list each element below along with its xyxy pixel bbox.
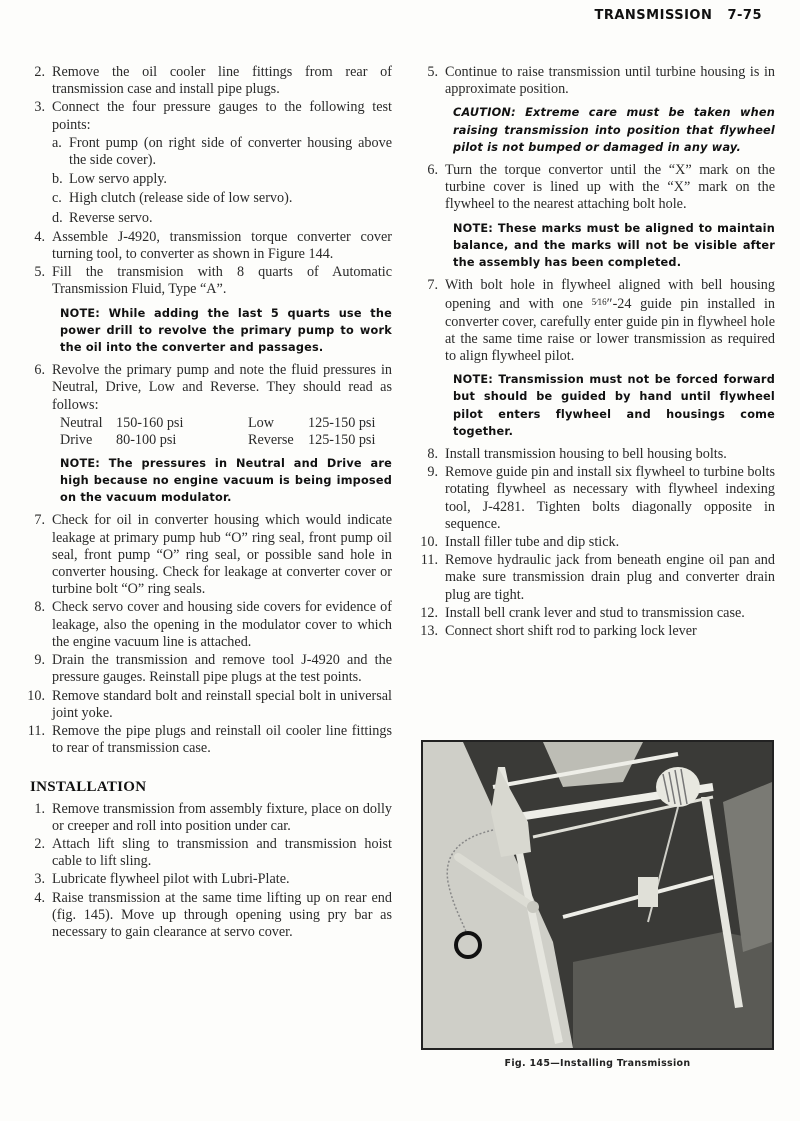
pressure-low: [248, 415, 390, 432]
sub-letter: d.: [52, 209, 63, 226]
install-step-8: [423, 446, 775, 463]
step-text: Remove guide pin and install six flywheel to turbine bolts rotating flywheel as necessary with flywheel indexing tool, J-4281. Tighten bolts diagonally opposite in sequence.: [445, 464, 775, 532]
step-4: [30, 229, 392, 263]
step-text: Connect the four pressure gauges to the following test points:: [52, 99, 392, 133]
fraction: 5⁄16: [591, 297, 607, 308]
pressure-reverse: [248, 432, 390, 449]
pressure-drive: [60, 432, 248, 449]
install-step-10: [420, 534, 775, 551]
right-column: [420, 64, 775, 641]
step-9: [30, 652, 392, 686]
left-column: [27, 64, 392, 942]
step-number: 12.: [420, 604, 438, 621]
sub-text: Reverse servo.: [69, 209, 153, 226]
step-text: Install bell crank lever and stud to transmission case.: [445, 604, 745, 621]
step-10: [27, 687, 392, 722]
install-step-12: [420, 604, 775, 622]
step-3: [30, 99, 392, 133]
step-text: [445, 277, 775, 365]
step-number: 13.: [420, 623, 438, 640]
step-text: Check servo cover and housing side covers for evidence of leakage, also the opening in the modulator cover to which the engine vacuum line is attached.: [52, 599, 392, 650]
step-number: 4.: [34, 228, 45, 245]
install-step-2: [30, 836, 392, 870]
header-page-number: 7-75: [727, 8, 762, 23]
sub-text: Low servo apply.: [69, 171, 167, 188]
step-number: 3.: [34, 99, 45, 116]
step-text: Lubricate flywheel pilot with Lubri-Plate.: [52, 871, 290, 888]
step-text: Attach lift sling to transmission and transmission hoist cable to lift sling.: [52, 835, 392, 870]
sub-letter: c.: [52, 190, 62, 207]
step-11: [27, 722, 392, 757]
step-number: 1.: [34, 800, 45, 817]
install-step-4: [30, 890, 392, 942]
step-number: 7.: [34, 512, 45, 529]
step-text: Remove the oil cooler line fittings from rear of transmission case and install pipe plugs.: [52, 64, 392, 98]
step-number: 11.: [420, 552, 438, 569]
header-section: TRANSMISSION: [594, 8, 713, 23]
step-text-part: ″-24 guide pin installed in converter cover, carefully enter guide pin in flywheel hole at the same time raise or lower transmission as required to align flywheel pilot.: [445, 296, 775, 365]
pressure-label: Reverse: [248, 431, 294, 448]
step-number: 9.: [427, 464, 438, 481]
install-step-5: [423, 64, 775, 98]
test-point-b: [52, 171, 392, 188]
note-fill-quarts: NOTE: While adding the last 5 quarts use the power drill to revolve the primary pump to work the oil into the converter and passages.: [60, 306, 392, 355]
step-6: [30, 362, 392, 414]
caution-flywheel-pilot: CAUTION: Extreme care must be taken when raising transmission into position that flywheel pilot is not bumped or damaged in any way.: [453, 106, 775, 154]
install-step-7: [423, 277, 775, 365]
pressure-label: Low: [248, 414, 275, 431]
step-number: 6.: [427, 162, 438, 179]
step-text-part: With bolt hole in flywheel aligned with bell housing opening and with one: [445, 277, 775, 313]
step-text: Revolve the primary pump and note the fluid pressures in Neutral, Drive, Low and Reverse. They should read as follows:: [52, 362, 392, 413]
step-number: 3.: [34, 871, 45, 888]
step-text: Connect short shift rod to parking lock lever: [445, 623, 697, 640]
step-number: 7.: [427, 277, 438, 294]
page-header: [594, 8, 762, 23]
step-number: 8.: [427, 446, 438, 463]
install-step-11: [420, 552, 775, 604]
step-2: [30, 64, 392, 98]
step-number: 11.: [27, 722, 45, 739]
step-text: Turn the torque convertor until the “X” mark on the turbine cover is lined up with the “X” mark on the flywheel to the nearest attaching bolt hole.: [445, 162, 775, 213]
pressure-value: 80-100 psi: [116, 431, 177, 448]
sub-letter: a.: [52, 134, 62, 151]
note-pressures: NOTE: The pressures in Neutral and Drive are high because no engine vacuum is being imposed on the vacuum modulator.: [60, 456, 392, 505]
test-point-d: [52, 210, 392, 227]
pressure-label: Drive: [60, 431, 93, 448]
sub-text: Front pump (on right side of converter housing above the side cover).: [69, 134, 392, 169]
sub-letter: b.: [52, 171, 63, 188]
install-step-1: [30, 801, 392, 835]
note-marks-aligned: NOTE: These marks must be aligned to maintain balance, and the marks will not be visible after the assembly has been completed.: [453, 221, 775, 270]
figure-caption: Fig. 145—Installing Transmission: [504, 1058, 691, 1069]
step-number: 2.: [34, 64, 45, 80]
step-number: 5.: [34, 264, 45, 281]
pressure-label: Neutral: [60, 414, 103, 431]
pressure-value: 125-150 psi: [308, 414, 376, 431]
step-number: 2.: [34, 835, 45, 852]
install-step-6: [423, 162, 775, 214]
pressure-neutral: [60, 415, 248, 432]
step-8: [30, 599, 392, 651]
step-number: 4.: [34, 889, 45, 906]
step-number: 10.: [420, 534, 438, 551]
step-text: Drain the transmission and remove tool J-4920 and the pressure gauges. Reinstall pipe plugs at the test points.: [52, 652, 392, 686]
step-text: Install filler tube and dip stick.: [445, 534, 620, 551]
step-text: Remove the pipe plugs and reinstall oil cooler line fittings to rear of transmission case.: [52, 722, 392, 757]
pressure-table: [60, 415, 390, 449]
step-text: Check for oil in converter housing which would indicate leakage at primary pump hub “O” ring seal, front pump oil seal, front pump “O” ring seal, or possible sand hole in converter housing. Check for leakage at converter cover or turbine bolt “O” ring seals.: [52, 512, 392, 598]
figure-145-photo: [421, 740, 774, 1050]
test-point-c: [52, 190, 392, 207]
transmission-hoist-illustration: [423, 742, 772, 1048]
install-step-9: [423, 464, 775, 533]
installation-heading: INSTALLATION: [30, 779, 147, 796]
step-text: Install transmission housing to bell housing bolts.: [445, 446, 727, 463]
step-text: Fill the transmision with 8 quarts of Automatic Transmission Fluid, Type “A”.: [52, 264, 392, 298]
step-text: Raise transmission at the same time lifting up on rear end (fig. 145). Move up through opening using pry bar as necessary to gain clearance at servo cover.: [52, 889, 392, 940]
install-step-13: [420, 623, 775, 640]
step-text: Remove hydraulic jack from beneath engine oil pan and make sure transmission drain plug and converter drain plug are tight.: [445, 552, 775, 603]
install-step-3: [30, 871, 392, 888]
step-number: 8.: [34, 599, 45, 616]
step-text: Assemble J-4920, transmission torque converter cover turning tool, to converter as shown in Figure 144.: [52, 228, 392, 263]
test-point-a: [52, 135, 392, 169]
step-text: Remove standard bolt and reinstall special bolt in universal joint yoke.: [52, 687, 392, 721]
pressure-value: 150-160 psi: [116, 414, 184, 431]
step-number: 5.: [427, 64, 438, 80]
pressure-value: 125-150 psi: [308, 431, 376, 448]
step-text: Remove transmission from assembly fixture, place on dolly or creeper and roll into position under car.: [52, 800, 392, 834]
step-5: [30, 264, 392, 298]
note-transmission-guided: NOTE: Transmission must not be forced forward but should be guided by hand until flywheel pilot enters flywheel and housings come together.: [453, 373, 775, 438]
step-number: 10.: [27, 687, 45, 704]
step-number: 9.: [34, 652, 45, 669]
step-text: Continue to raise transmission until turbine housing is in approximate position.: [445, 64, 775, 98]
step-number: 6.: [34, 362, 45, 379]
step-7: [30, 512, 392, 598]
sub-text: High clutch (release side of low servo).: [69, 190, 293, 207]
